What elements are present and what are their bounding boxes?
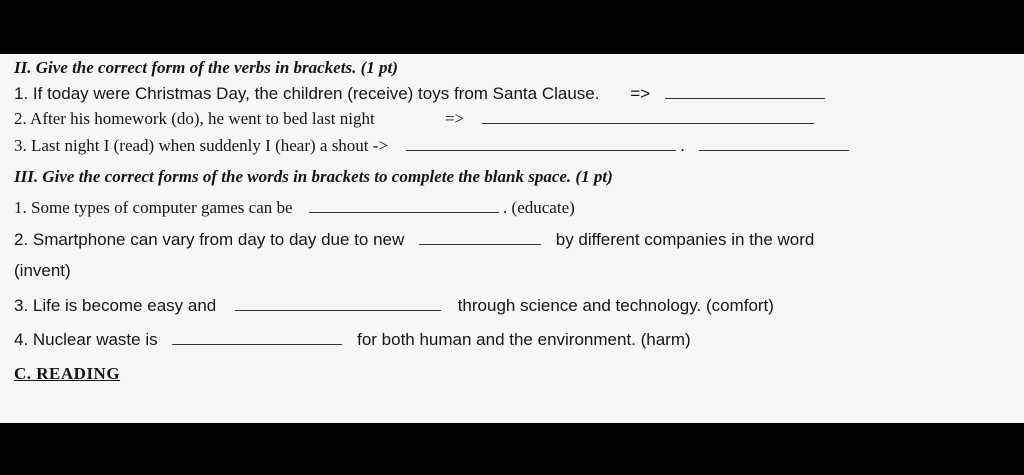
- arrow-icon: =>: [630, 84, 651, 103]
- question-2-1-text: 1. If today were Christmas Day, the children (receive) toys from Santa Clause.: [14, 84, 600, 103]
- answer-blank-2-3a[interactable]: [406, 136, 676, 151]
- question-2-2: [14, 109, 814, 129]
- section-c-heading: C. READING: [14, 364, 121, 383]
- section-2-heading: II. Give the correct form of the verbs in brackets. (1 pt): [14, 58, 398, 77]
- answer-blank-2-2[interactable]: [482, 109, 814, 124]
- section-3-heading: III. Give the correct forms of the words in brackets to complete the blank space. (1 pt): [14, 167, 613, 186]
- question-3-1-pre: 1. Some types of computer games can be: [14, 198, 293, 217]
- question-3-1-post: . (educate): [503, 198, 575, 217]
- question-3-2-pre: 2. Smartphone can vary from day to day due to new: [14, 230, 405, 249]
- question-2-3-text: 3. Last night I (read) when suddenly I (hear) a shout: [14, 136, 369, 155]
- answer-blank-3-1[interactable]: [309, 198, 499, 213]
- answer-blank-3-2[interactable]: [419, 230, 541, 245]
- question-2-2-text: 2. After his homework (do), he went to bed last night: [14, 109, 375, 128]
- question-3-4-post: for both human and the environment. (harm): [357, 330, 691, 349]
- question-3-3: [14, 296, 774, 316]
- question-2-1: [14, 84, 825, 104]
- question-3-2: [14, 230, 814, 250]
- question-3-3-post: through science and technology. (comfort): [457, 296, 774, 315]
- question-3-2-continuation: (invent): [14, 261, 71, 280]
- answer-blank-2-3b[interactable]: [699, 136, 849, 151]
- question-3-4-pre: 4. Nuclear waste is: [14, 330, 158, 349]
- worksheet-page: [0, 54, 1024, 423]
- question-3-2-post: by different companies in the word: [555, 230, 815, 249]
- arrow-icon: ->: [372, 136, 389, 155]
- answer-blank-2-1[interactable]: [665, 84, 825, 99]
- question-2-3: [14, 136, 849, 156]
- question-3-4: [14, 330, 691, 350]
- question-3-3-pre: 3. Life is become easy and: [14, 296, 217, 315]
- separator-dot: .: [680, 136, 685, 155]
- question-3-1: [14, 198, 575, 218]
- answer-blank-3-3[interactable]: [235, 296, 441, 311]
- answer-blank-3-4[interactable]: [172, 330, 342, 345]
- arrow-icon: =>: [444, 109, 465, 128]
